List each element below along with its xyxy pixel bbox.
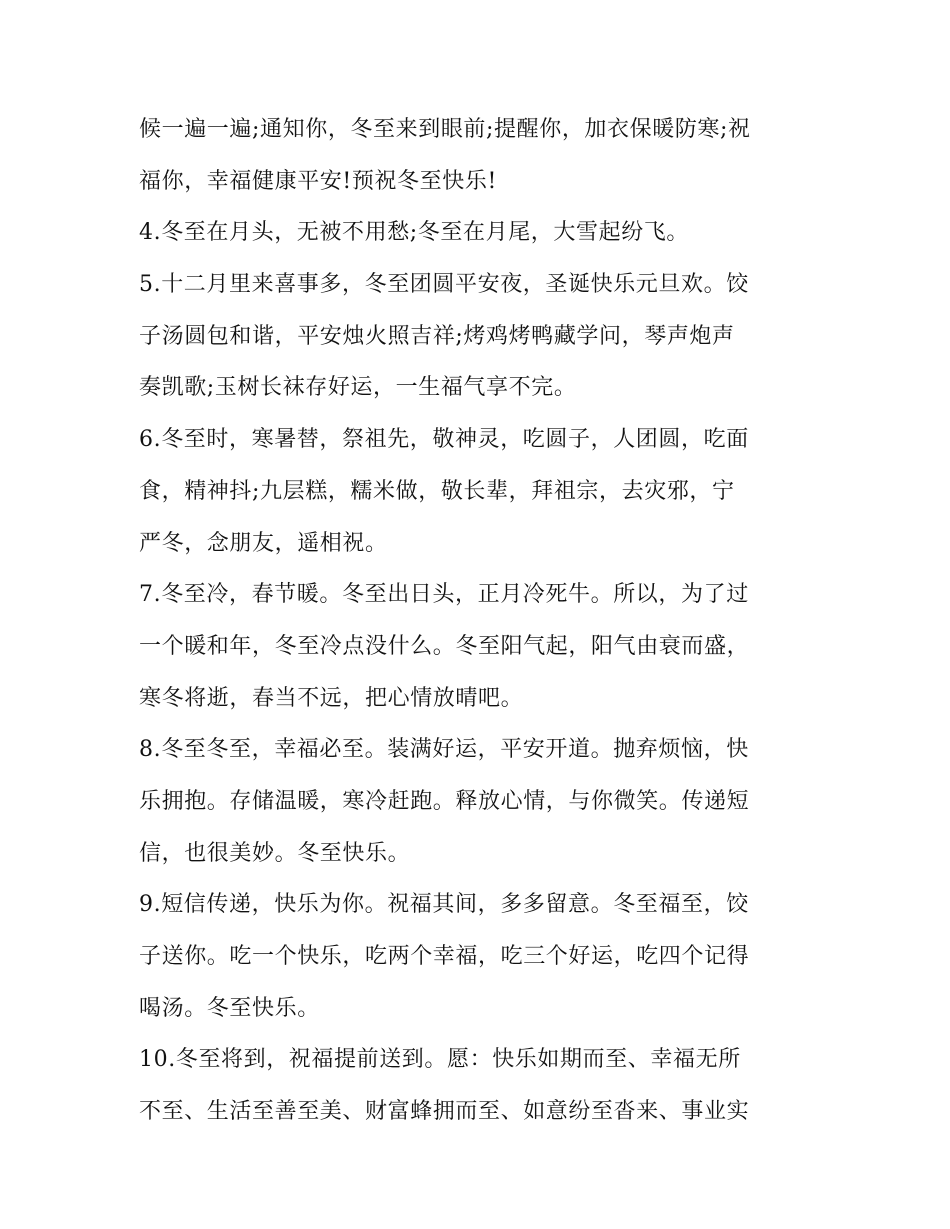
text-line: 严冬，念朋友，遥相祝。 (139, 530, 388, 556)
text-line: 7.冬至冷，春节暖。冬至出日头，正月冷死牛。所以，为了过 (139, 582, 749, 608)
text-line: 子汤圆包和谐，平安烛火照吉祥;烤鸡烤鸭藏学问，琴声炮声 (139, 323, 735, 349)
text-line: 5.十二月里来喜事多，冬至团圆平安夜，圣诞快乐元旦欢。饺 (139, 272, 749, 298)
text-line: 乐拥抱。存储温暖，寒冷赶跑。释放心情，与你微笑。传递短 (139, 788, 750, 814)
text-line: 9.短信传递，快乐为你。祝福其间，多多留意。冬至福至，饺 (139, 892, 749, 918)
text-line: 奏凯歌;玉树长袜存好运，一生福气享不完。 (139, 375, 577, 401)
text-line: 6.冬至时，寒暑替，祭祖先，敬神灵，吃圆子，人团圆，吃面 (139, 427, 749, 453)
text-line: 子送你。吃一个快乐，吃两个幸福，吃三个好运，吃四个记得 (139, 944, 750, 969)
text-line: 信，也很美妙。冬至快乐。 (139, 840, 411, 866)
document-body (139, 104, 819, 1138)
text-line: 候一遍一遍;通知你，冬至来到眼前;提醒你，加衣保暖防寒;祝 (139, 117, 751, 142)
text-line: 喝汤。冬至快乐。 (139, 995, 320, 1021)
text-line: 福你，幸福健康平安!预祝冬至快乐! (139, 168, 497, 194)
text-line: 寒冬将逝，春当不远，把心情放晴吧。 (139, 685, 524, 711)
text-line: 8.冬至冬至，幸福必至。装满好运，平安开道。抛弃烦恼，快 (139, 737, 749, 763)
text-line: 不至、生活至善至美、财富蜂拥而至、如意纷至沓来、事业实 (139, 1099, 750, 1125)
text-line: 一个暖和年，冬至冷点没什么。冬至阳气起，阳气由衰而盛， (139, 633, 750, 659)
text-line: 食，精神抖;九层糕，糯米做，敬长辈，拜祖宗，去灾邪，宁 (139, 478, 735, 504)
text-line: 4.冬至在月头，无被不用愁;冬至在月尾，大雪起纷飞。 (139, 220, 690, 246)
text-line: 10.冬至将到，祝福提前送到。愿：快乐如期而至、幸福无所 (139, 1047, 741, 1073)
